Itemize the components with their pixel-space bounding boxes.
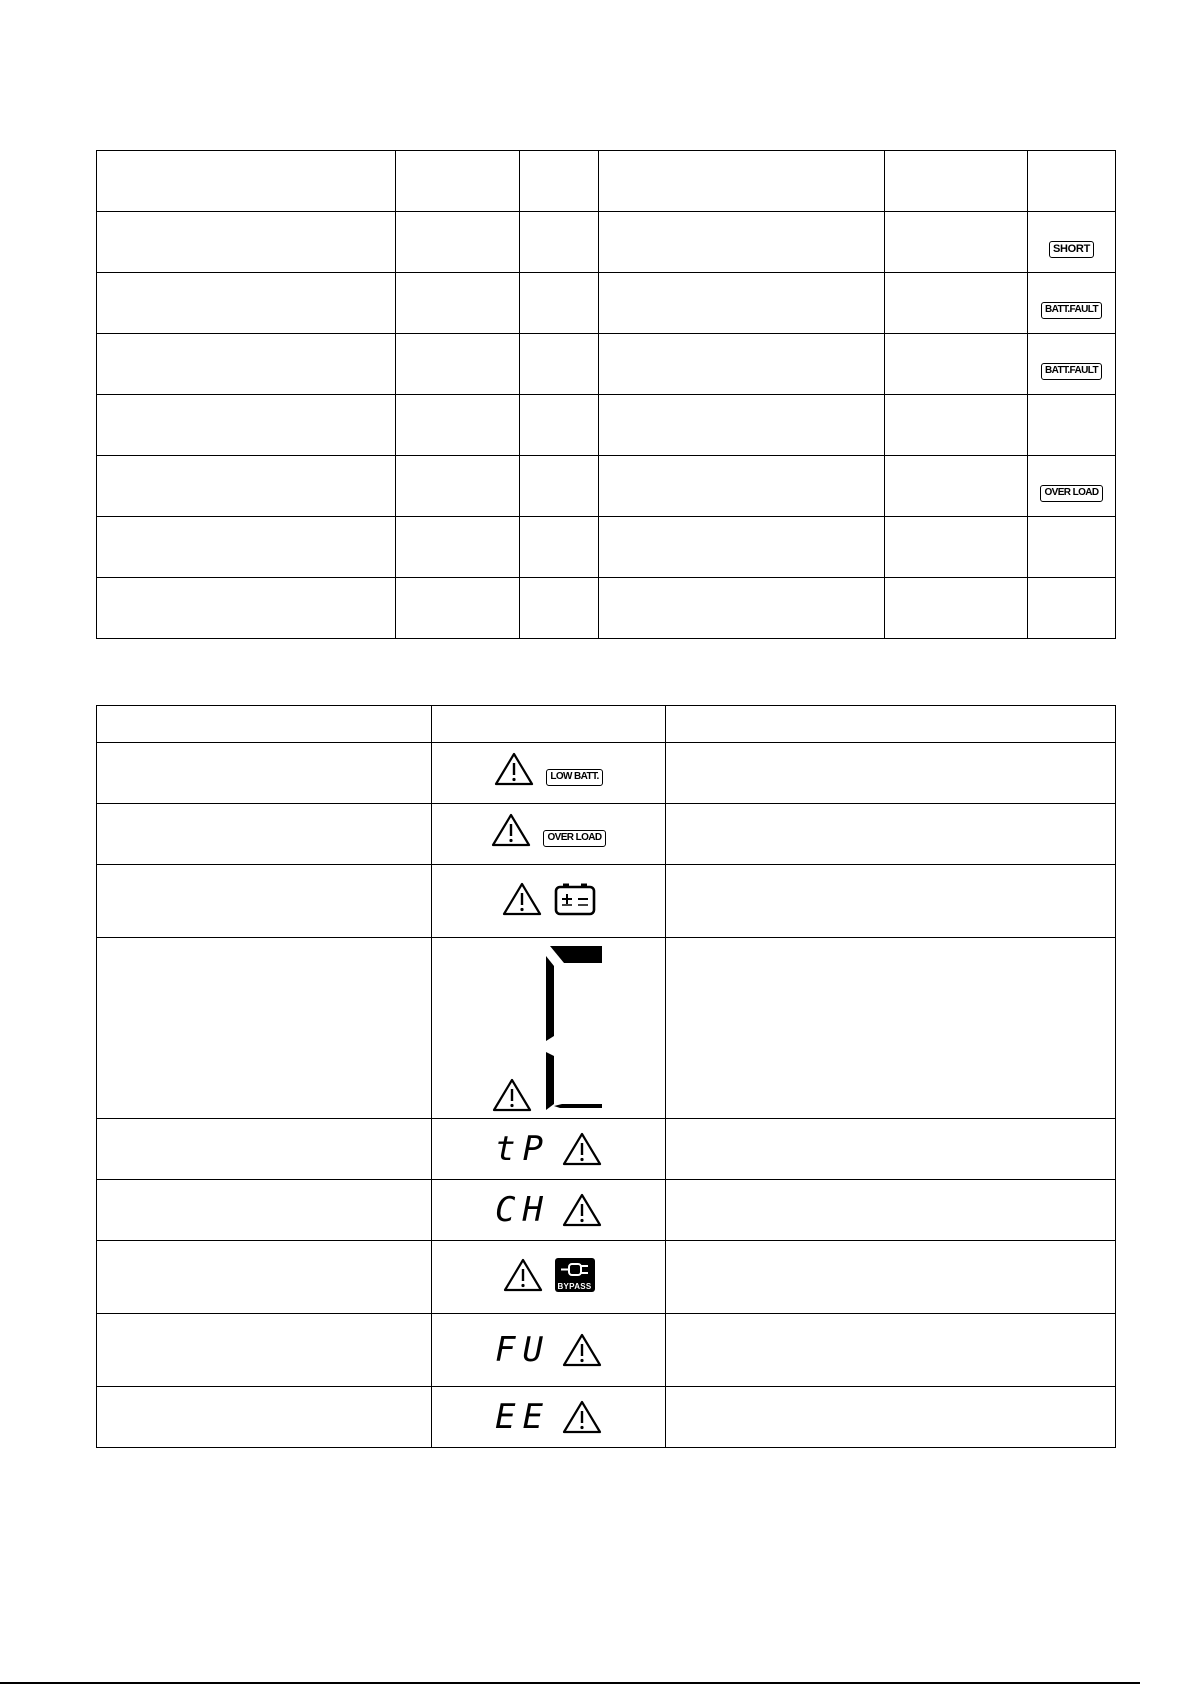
segment-code: EE xyxy=(495,1397,550,1437)
symbol-cell xyxy=(1028,456,1116,517)
low-battery-label: LOW BATT. xyxy=(546,769,602,786)
symbol-cell xyxy=(432,743,666,804)
table-cell xyxy=(520,395,599,456)
table-cell xyxy=(97,743,432,804)
table-cell xyxy=(97,456,396,517)
symbol-cell xyxy=(432,804,666,865)
table-cell xyxy=(599,578,885,639)
table-cell xyxy=(666,706,1116,743)
table-row xyxy=(97,804,1116,865)
warning-table xyxy=(96,705,1116,1448)
table-cell xyxy=(1028,395,1116,456)
symbol-cell xyxy=(432,1314,666,1387)
table-row xyxy=(97,212,1116,273)
table-cell xyxy=(1028,151,1116,212)
table-row xyxy=(97,151,1116,212)
table-cell xyxy=(885,456,1028,517)
table-cell xyxy=(666,1314,1116,1387)
warning-icon xyxy=(491,813,531,847)
symbol-cell xyxy=(1028,212,1116,273)
table-cell xyxy=(97,865,432,938)
symbol-cell xyxy=(432,865,666,938)
table-cell xyxy=(396,212,520,273)
lcd-segment-icon xyxy=(542,942,606,1117)
table-cell xyxy=(885,334,1028,395)
fault-table xyxy=(96,150,1116,639)
table-cell xyxy=(520,273,599,334)
overload-label: OVER LOAD xyxy=(1040,485,1102,502)
symbol-cell xyxy=(432,1241,666,1314)
table-cell xyxy=(97,1241,432,1314)
table-cell xyxy=(97,938,432,1119)
table-row xyxy=(97,1119,1116,1180)
table-cell xyxy=(599,151,885,212)
table-row xyxy=(97,865,1116,938)
bypass-icon xyxy=(555,1258,595,1292)
table-row xyxy=(97,1387,1116,1448)
table-row xyxy=(97,273,1116,334)
table-cell xyxy=(97,273,396,334)
short-label: SHORT xyxy=(1049,241,1094,258)
table-cell xyxy=(885,273,1028,334)
warning-icon xyxy=(562,1333,602,1367)
table-cell xyxy=(666,804,1116,865)
table-cell xyxy=(97,1314,432,1387)
table-cell xyxy=(599,395,885,456)
table-cell xyxy=(97,578,396,639)
overload-label: OVER LOAD xyxy=(543,830,605,847)
table-cell xyxy=(1028,517,1116,578)
symbol-cell xyxy=(1028,273,1116,334)
table-cell xyxy=(396,456,520,517)
table-row xyxy=(97,517,1116,578)
warning-icon xyxy=(562,1400,602,1434)
table-cell xyxy=(599,517,885,578)
table-cell xyxy=(599,456,885,517)
table-cell xyxy=(599,273,885,334)
table-row xyxy=(97,706,1116,743)
table-cell xyxy=(885,212,1028,273)
table-cell xyxy=(599,334,885,395)
table-row xyxy=(97,1314,1116,1387)
table-cell xyxy=(97,517,396,578)
table-cell xyxy=(396,273,520,334)
table-cell xyxy=(97,151,396,212)
table-cell xyxy=(520,517,599,578)
segment-code: tP xyxy=(495,1129,550,1169)
warning-icon xyxy=(562,1132,602,1166)
warning-icon xyxy=(502,882,542,916)
bypass-label: BYPASS xyxy=(557,1281,592,1291)
table-cell xyxy=(666,1387,1116,1448)
table-cell xyxy=(97,1387,432,1448)
table-cell xyxy=(666,1119,1116,1180)
battery-icon xyxy=(554,882,596,916)
table-row xyxy=(97,1241,1116,1314)
table-cell xyxy=(396,151,520,212)
table-row xyxy=(97,743,1116,804)
table-cell xyxy=(666,865,1116,938)
symbol-cell xyxy=(432,1119,666,1180)
table-cell xyxy=(396,334,520,395)
symbol-cell xyxy=(1028,334,1116,395)
table-cell xyxy=(599,212,885,273)
segment-code: CH xyxy=(495,1190,550,1230)
table-cell xyxy=(666,938,1116,1119)
battery-fault-label: BATT.FAULT xyxy=(1041,363,1102,380)
table-cell xyxy=(666,1241,1116,1314)
table-cell xyxy=(520,456,599,517)
table-cell xyxy=(885,517,1028,578)
table-cell xyxy=(97,212,396,273)
table-row xyxy=(97,334,1116,395)
table-cell xyxy=(666,1180,1116,1241)
warning-icon xyxy=(492,1078,532,1112)
table-cell xyxy=(97,1119,432,1180)
table-cell xyxy=(885,151,1028,212)
table-cell xyxy=(97,1180,432,1241)
segment-code: FU xyxy=(495,1330,550,1370)
battery-fault-label: BATT.FAULT xyxy=(1041,302,1102,319)
symbol-cell xyxy=(432,1180,666,1241)
symbol-cell xyxy=(432,938,666,1119)
warning-icon xyxy=(494,752,534,786)
table-cell xyxy=(520,212,599,273)
table-cell xyxy=(520,151,599,212)
table-cell xyxy=(396,578,520,639)
table-row xyxy=(97,938,1116,1119)
table-cell xyxy=(885,578,1028,639)
table-cell xyxy=(396,517,520,578)
table-row xyxy=(97,1180,1116,1241)
table-cell xyxy=(432,706,666,743)
table-cell xyxy=(520,334,599,395)
table-cell xyxy=(97,706,432,743)
table-cell xyxy=(97,804,432,865)
table-row xyxy=(97,578,1116,639)
table-cell xyxy=(885,395,1028,456)
warning-icon xyxy=(562,1193,602,1227)
footer-rule xyxy=(0,1682,1140,1684)
table-cell xyxy=(396,395,520,456)
symbol-cell xyxy=(432,1387,666,1448)
table-cell xyxy=(520,578,599,639)
table-cell xyxy=(1028,578,1116,639)
table-cell xyxy=(666,743,1116,804)
table-cell xyxy=(97,334,396,395)
warning-icon xyxy=(503,1258,543,1292)
table-row xyxy=(97,395,1116,456)
table-cell xyxy=(97,395,396,456)
table-row xyxy=(97,456,1116,517)
